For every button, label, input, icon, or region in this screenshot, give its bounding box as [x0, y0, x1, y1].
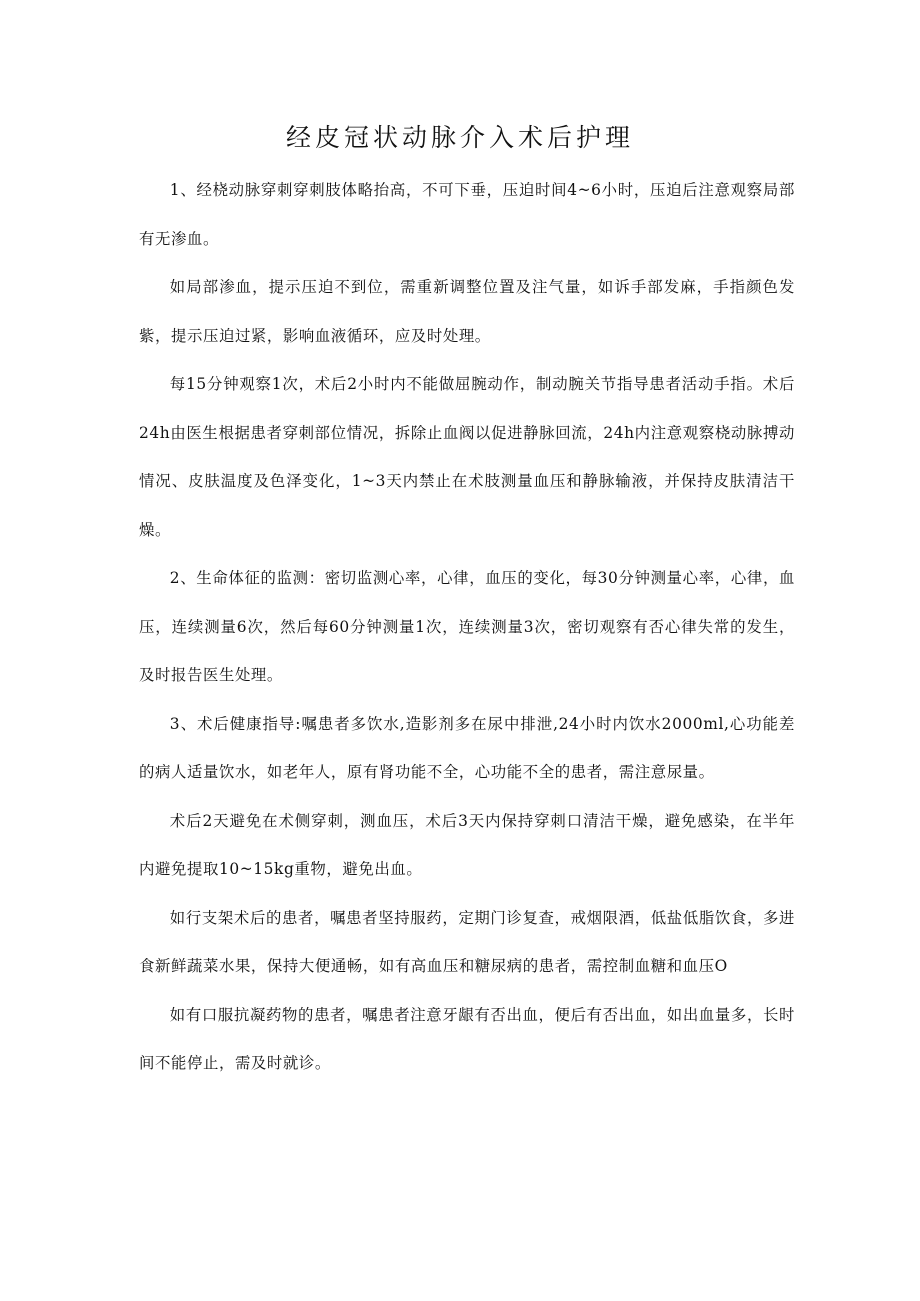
paragraph-stent-care: 如行支架术后的患者，嘱患者坚持服药，定期门诊复查，戒烟限酒，低盐低脂饮食，多进食新鲜蔬菜水果，保持大便通畅，如有高血压和糖尿病的患者，需控制血糖和血压O [139, 908, 795, 975]
paragraph-health-guidance: 3、术后健康指导:嘱患者多饮水,造影剂多在尿中排泄,24小时内饮水2000ml,心功能差的病人适量饮水，如老年人，原有肾功能不全，心功能不全的患者，需注意尿量。 [139, 714, 795, 781]
paragraph-radial-puncture: 1、经桡动脉穿刺穿刺肢体略抬高，不可下垂，压迫时间4~6小时，压迫后注意观察局部有无渗血。 [139, 181, 795, 248]
document-body [139, 166, 795, 1088]
paragraph-puncture-care: 术后2天避免在术侧穿刺，测血压，术后3天内保持穿刺口清洁干燥，避免感染，在半年内避免提取10~15kg重物，避免出血。 [139, 811, 795, 878]
paragraph-local-bleeding: 如局部渗血，提示压迫不到位，需重新调整位置及注气量，如诉手部发麻，手指颜色发紫，提示压迫过紧，影响血液循环，应及时处理。 [139, 278, 795, 345]
paragraph-vital-signs: 2、生命体征的监测：密切监测心率，心律，血压的变化，每30分钟测量心率，心律，血压，连续测量6次，然后每60分钟测量1次，连续测量3次，密切观察有否心律失常的发生，及时报告医生处理。 [139, 569, 795, 684]
paragraph-observation: 每15分钟观察1次，术后2小时内不能做屈腕动作，制动腕关节指导患者活动手指。术后24h由医生根据患者穿刺部位情况，拆除止血阀以促进静脉回流，24h内注意观察桡动脉搏动情况、皮肤温度及色泽变化，1~3天内禁止在术肢测量血压和静脉输液，并保持皮肤清洁干燥。 [139, 375, 795, 539]
paragraph-anticoagulant: 如有口服抗凝药物的患者，嘱患者注意牙龈有否出血，便后有否出血，如出血量多，长时间不能停止，需及时就诊。 [139, 1005, 795, 1072]
document-title: 经皮冠状动脉介入术后护理 [285, 123, 634, 152]
